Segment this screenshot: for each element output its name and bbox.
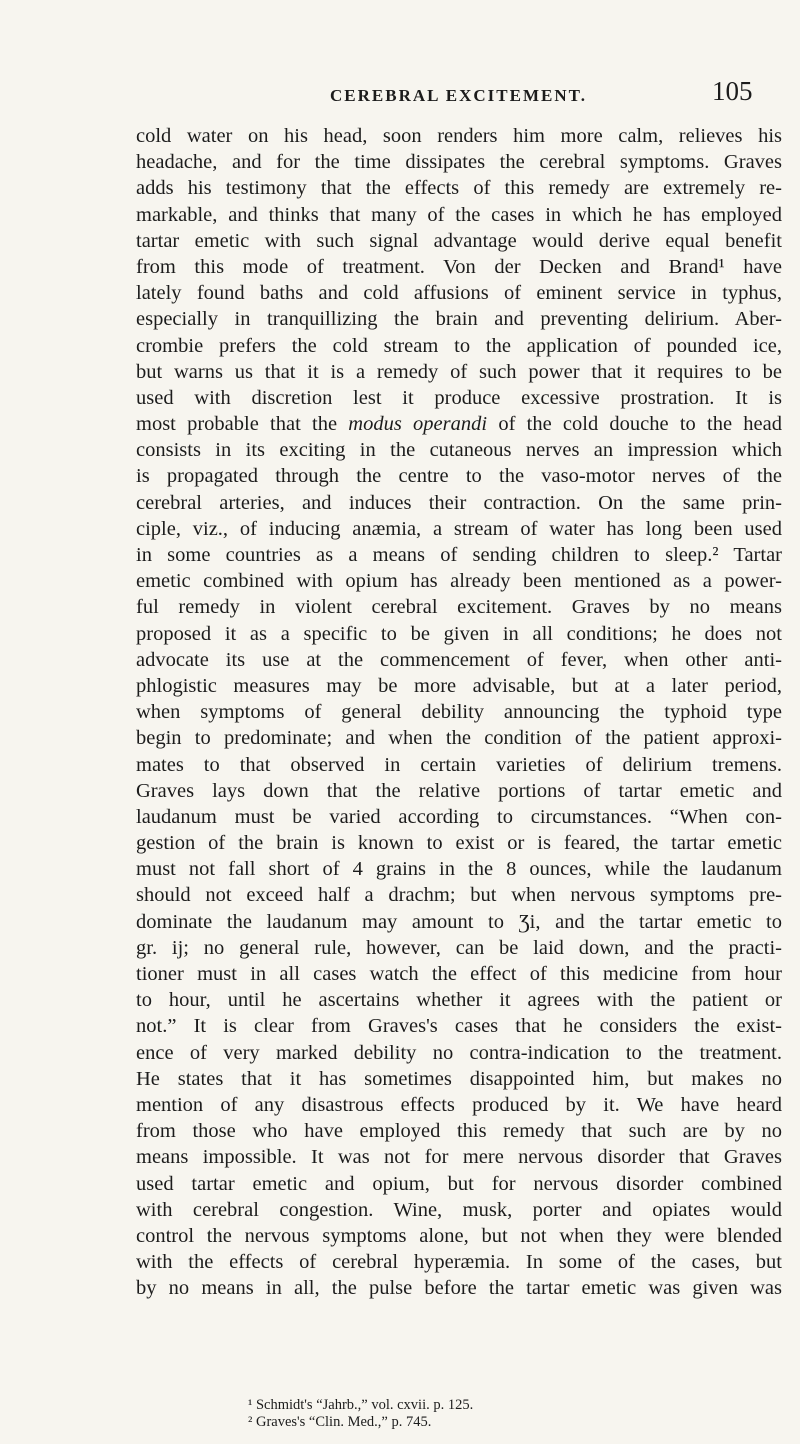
text-line: lately found baths and cold affusions of eminent service in typhus, [136,282,782,305]
text-line: cold water on his head, soon renders him more calm, relieves his [136,125,782,147]
text-line: with cerebral congestion. Wine, musk, porter and opiates would [136,1198,782,1221]
text-line: from those who have employed this remedy that such are by no [136,1120,782,1143]
text-line: emetic combined with opium has already been mentioned as a power- [136,570,782,593]
text-line: begin to predominate; and when the condition of the patient approxi- [136,727,782,750]
running-title: CEREBRAL EXCITEMENT. [330,86,587,105]
text-line: ciple, viz., of inducing anæmia, a stream of water has long been used [136,517,782,540]
text-line: with the effects of cerebral hyperæmia. In some of the cases, but [136,1251,782,1274]
text-line: means impossible. It was not for mere nervous disorder that Graves [136,1146,782,1169]
text-line: gestion of the brain is known to exist or is feared, the tartar emetic [136,832,782,855]
text-line: Graves lays down that the relative portions of tartar emetic and [136,779,782,802]
text-line: to hour, until he ascertains whether it agrees with the patient or [136,989,782,1012]
text-line: control the nervous symptoms alone, but not when they were blended [136,1224,782,1247]
text-line: is propagated through the centre to the vaso-motor nerves of the [136,465,782,488]
text-line: headache, and for the time dissipates the cerebral symptoms. Graves [136,151,782,174]
text-line: adds his testimony that the effects of this remedy are extremely re- [136,177,782,200]
text-line: most probable that the modus operandi of the cold douche to the head [136,413,782,436]
text-line: in some countries as a means of sending children to sleep.² Tartar [136,544,782,566]
text-line: crombie prefers the cold stream to the application of pounded ice, [136,334,782,357]
text-line: mention of any disastrous effects produced by it. We have heard [136,1093,782,1116]
text-line: must not fall short of 4 grains in the 8 ounces, while the laudanum [136,858,782,881]
text-line: not.” It is clear from Graves's cases that he considers the exist- [136,1015,782,1038]
text-line: used tartar emetic and opium, but for nervous disorder combined [136,1172,782,1195]
text-line: dominate the laudanum may amount to Ʒi, and the tartar emetic to [136,910,782,933]
page-number: 105 [712,76,753,106]
text-line: should not exceed half a drachm; but when nervous symptoms pre- [136,884,782,907]
running-head [0,72,800,122]
text-line: but warns us that it is a remedy of such power that it requires to be [136,360,782,383]
body-paragraph [136,123,782,1301]
text-line: phlogistic measures may be more advisable, but at a later period, [136,674,782,697]
text-line: ful remedy in violent cerebral excitement. Graves by no means [136,596,782,619]
text-line: from this mode of treatment. Von der Decken and Brand¹ have [136,255,782,278]
text-line: proposed it as a specific to be given in all conditions; he does not [136,622,782,645]
text-line: used with discretion lest it produce excessive prostration. It is [136,386,782,409]
footnote: ² Graves's “Clin. Med.,” p. 745. [248,1414,432,1430]
footnotes [248,1397,668,1431]
text-line: gr. ij; no general rule, however, can be laid down, and the practi- [136,936,782,959]
text-line: tioner must in all cases watch the effect of this medicine from hour [136,963,782,985]
text-line: markable, and thinks that many of the cases in which he has employed [136,203,782,226]
text-line: mates to that observed in certain varieties of delirium tremens. [136,753,782,776]
text-line: by no means in all, the pulse before the tartar emetic was given was [136,1277,782,1300]
italic-phrase: modus operandi [348,413,488,436]
text-line: He states that it has sometimes disappointed him, but makes no [136,1067,782,1090]
text-line: consists in its exciting in the cutaneous nerves an impression which [136,439,782,462]
text-line: when symptoms of general debility announcing the typhoid type [136,701,782,724]
text-line: cerebral arteries, and induces their contraction. On the same prin- [136,491,782,514]
text-line: ence of very marked debility no contra-indication to the treatment. [136,1041,782,1064]
text-line: advocate its use at the commencement of fever, when other anti- [136,648,782,671]
text-line: especially in tranquillizing the brain and preventing delirium. Aber- [136,308,782,331]
text-line: laudanum must be varied according to circumstances. “When con- [136,805,782,828]
footnote: ¹ Schmidt's “Jahrb.,” vol. cxvii. p. 125. [248,1397,474,1413]
text-line: tartar emetic with such signal advantage would derive equal benefit [136,229,782,252]
